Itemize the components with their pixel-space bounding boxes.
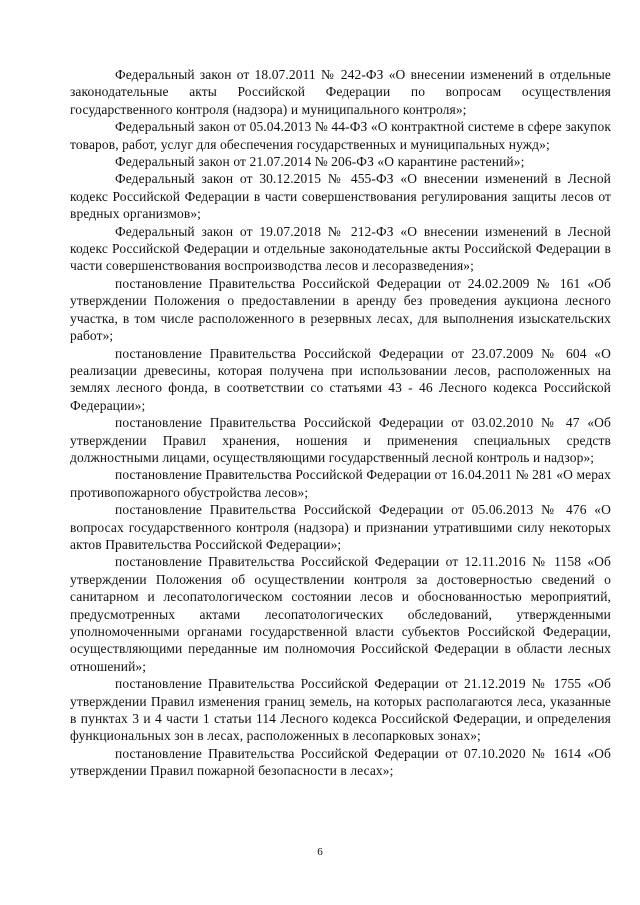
paragraph-law-206: Федеральный закон от 21.07.2014 № 206-ФЗ «О карантине растений»; [115,154,525,170]
paragraph-resolution-1614: постановление Правительства Российской Федерации от 07.10.2020 № 1614 «Об утверждении Правил пожарной безопасности в лесах»; [70,745,611,779]
document-page [70,66,611,780]
paragraph-resolution-47: постановление Правительства Российской Федерации от 03.02.2010 № 47 «Об утверждении Правил хранения, ношения и применения специальных средств должностными лицами, осуществляющими государственный лесной контроль и надзор»; [70,415,611,465]
paragraph-resolution-161: постановление Правительства Российской Федерации от 24.02.2009 № 161 «Об утверждении Положения о предоставлении в аренду без проведения аукциона лесного участка, в том числе расположенного в резервных лесах, для выполнения изыскательских работ»; [70,275,611,344]
paragraph-law-455: Федеральный закон от 30.12.2015 № 455-ФЗ «О внесении изменений в Лесной кодекс Российской Федерации в части совершенствования регулирования защиты лесов от вредных организмов»; [70,171,611,222]
paragraph-law-242: Федеральный закон от 18.07.2011 № 242-ФЗ «О внесении изменений в отдельные законодательные акты Российской Федерации по вопросам осуществления государственного контроля (надзора) и муниципального контроля»; [70,67,611,117]
paragraph-law-212: Федеральный закон от 19.07.2018 № 212-ФЗ «О внесении изменений в Лесной кодекс Российской Федерации и отдельные законодательные акты Российской Федерации в части совершенствования воспроизводства лесов и лесоразведения»; [70,223,611,274]
paragraph-resolution-476: постановление Правительства Российской Федерации от 05.06.2013 № 476 «О вопросах государственного контроля (надзора) и признании утратившими силу некоторых актов Правительства Российской Федерации»; [70,502,611,552]
paragraph-resolution-1755: постановление Правительства Российской Федерации от 21.12.2019 № 1755 «Об утверждении Правил изменения границ земель, на которых располагаются леса, указанные в пунктах 3 и 4 части 1 статьи 114 Лесного кодекса Российской Федерации, и определения функциональных зон в лесах, расположенных в лесопарковых зонах»; [70,676,611,744]
paragraph-law-44: Федеральный закон от 05.04.2013 № 44-ФЗ «О контрактной системе в сфере закупок товаров, работ, услуг для обеспечения государственных и муниципальных нужд»; [70,119,611,152]
paragraph-resolution-1158: постановление Правительства Российской Федерации от 12.11.2016 № 1158 «Об утверждении Положения об осуществлении контроля за достоверностью сведений о санитарном и лесопатологическом состоянии лесов и обоснованностью мероприятий, предусмотренных актами лесопатологических обследований, утвержденными уполномоченными органами государственной власти субъектов Российской Федерации, осуществляющими переданные им полномочия Российской Федерации в области лесных отношений»; [70,554,611,674]
page-number: 6 [317,846,323,858]
paragraph-resolution-281: постановление Правительства Российской Федерации от 16.04.2011 № 281 «О мерах противопожарного обустройства лесов»; [70,467,611,500]
paragraph-resolution-604: постановление Правительства Российской Федерации от 23.07.2009 № 604 «О реализации древесины, которая получена при использовании лесов, расположенных на землях лесного фонда, в соответствии со статьями 43 - 46 Лесного кодекса Российской Федерации»; [70,345,611,413]
